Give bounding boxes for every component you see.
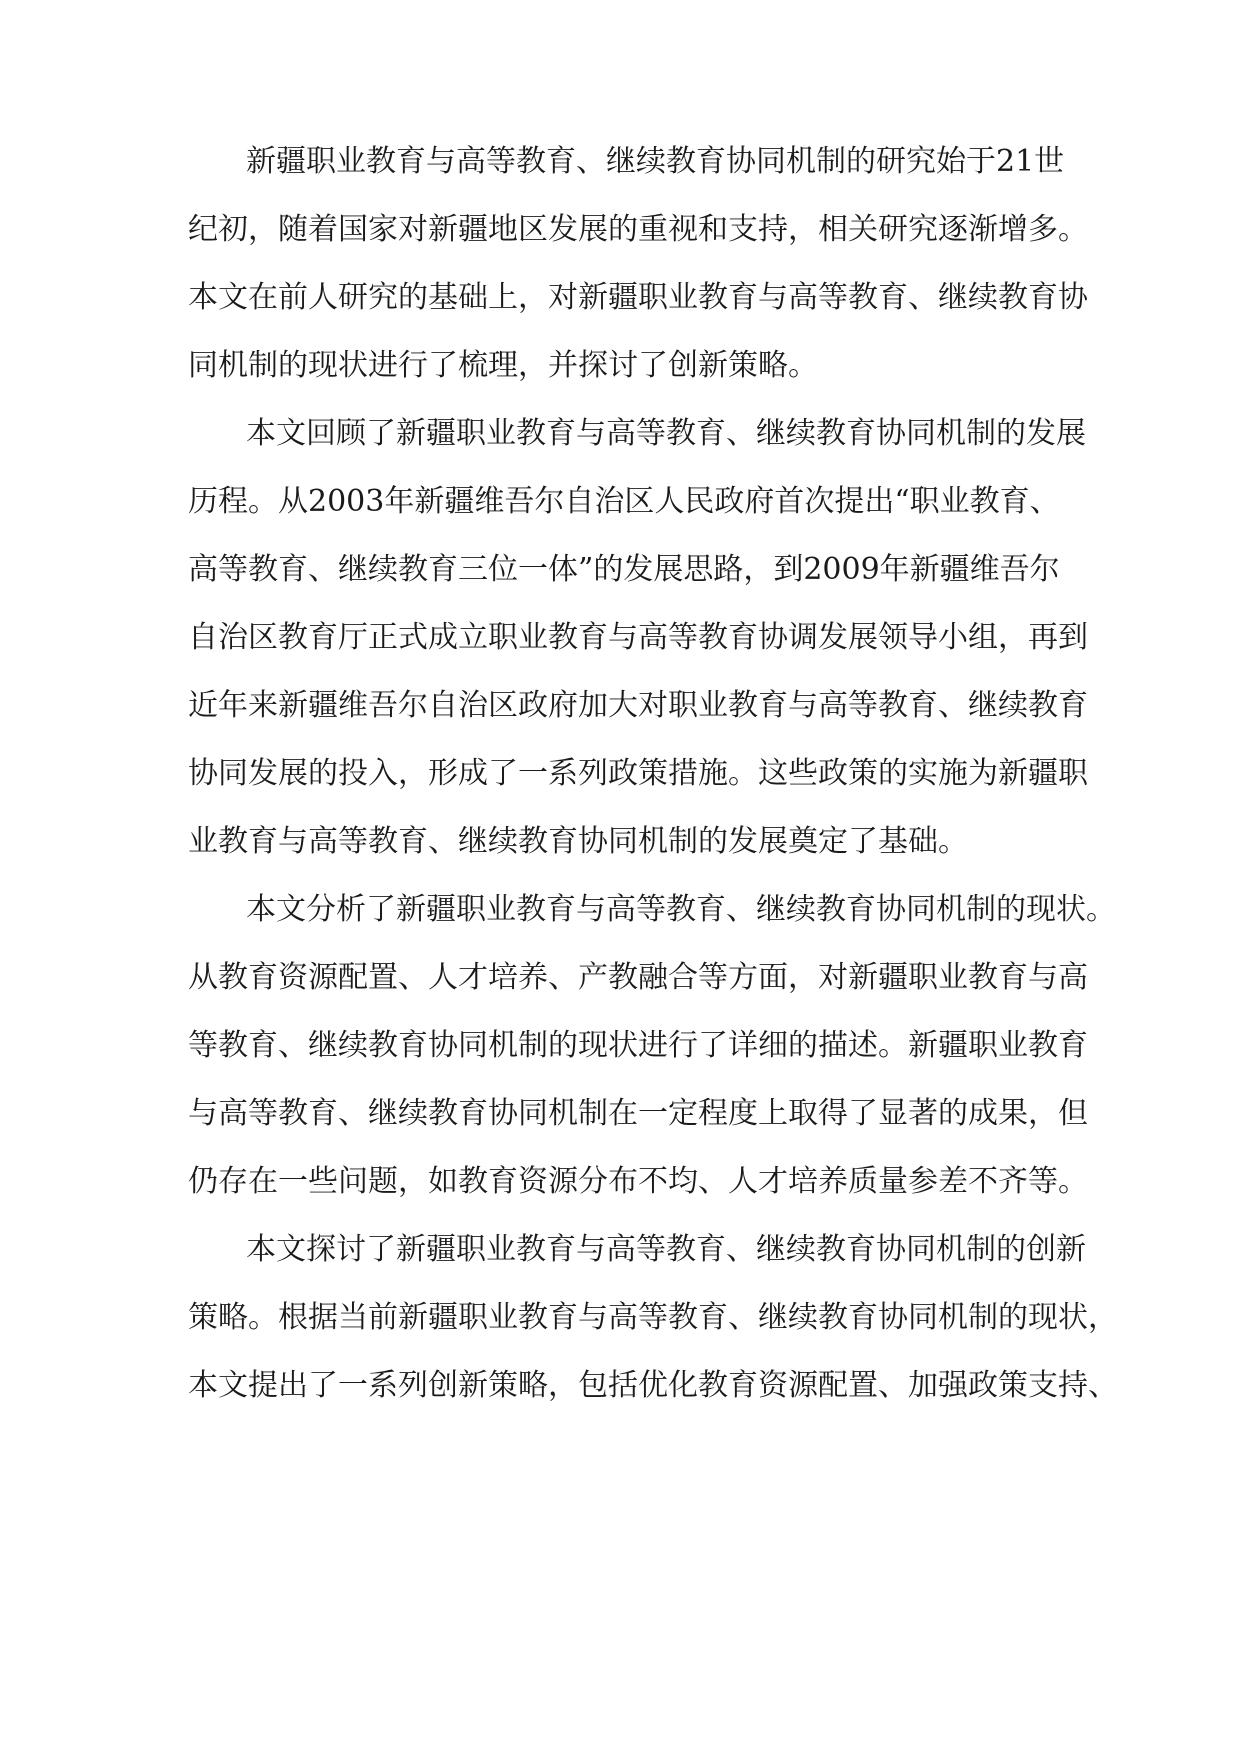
text-line: 自治区教育厅正式成立职业教育与高等教育协调发展领导小组，再到 (188, 620, 1088, 655)
text-line: 策略。根据当前新疆职业教育与高等教育、继续教育协同机制的现状， (188, 1300, 1118, 1335)
text-line: 新疆职业教育与高等教育、继续教育协同机制的研究始于21世 (246, 144, 1065, 179)
text-line: 本文分析了新疆职业教育与高等教育、继续教育协同机制的现状。 (246, 892, 1116, 927)
text-line: 与高等教育、继续教育协同机制在一定程度上取得了显著的成果，但 (188, 1096, 1088, 1131)
text-line: 本文提出了一系列创新策略，包括优化教育资源配置、加强政策支持、 (188, 1368, 1118, 1403)
text-line: 本文探讨了新疆职业教育与高等教育、继续教育协同机制的创新 (246, 1232, 1086, 1267)
text-line: 纪初，随着国家对新疆地区发展的重视和支持，相关研究逐渐增多。 (188, 212, 1088, 247)
text-line: 本文回顾了新疆职业教育与高等教育、继续教育协同机制的发展 (246, 416, 1086, 451)
text-line: 本文在前人研究的基础上，对新疆职业教育与高等教育、继续教育协 (188, 280, 1088, 315)
text-line: 从教育资源配置、人才培养、产教融合等方面，对新疆职业教育与高 (188, 960, 1088, 995)
text-line: 等教育、继续教育协同机制的现状进行了详细的描述。新疆职业教育 (188, 1028, 1088, 1063)
text-line: 高等教育、继续教育三位一体”的发展思路，到2009年新疆维吾尔 (188, 552, 1060, 587)
text-line: 仍存在一些问题，如教育资源分布不均、人才培养质量参差不齐等。 (188, 1164, 1088, 1199)
text-line: 业教育与高等教育、继续教育协同机制的发展奠定了基础。 (188, 824, 968, 859)
text-line: 近年来新疆维吾尔自治区政府加大对职业教育与高等教育、继续教育 (188, 688, 1088, 723)
text-line: 历程。从2003年新疆维吾尔自治区人民政府首次提出“职业教育、 (188, 484, 1060, 519)
text-line: 协同发展的投入，形成了一系列政策措施。这些政策的实施为新疆职 (188, 756, 1088, 791)
text-line: 同机制的现状进行了梳理，并探讨了创新策略。 (188, 348, 818, 383)
